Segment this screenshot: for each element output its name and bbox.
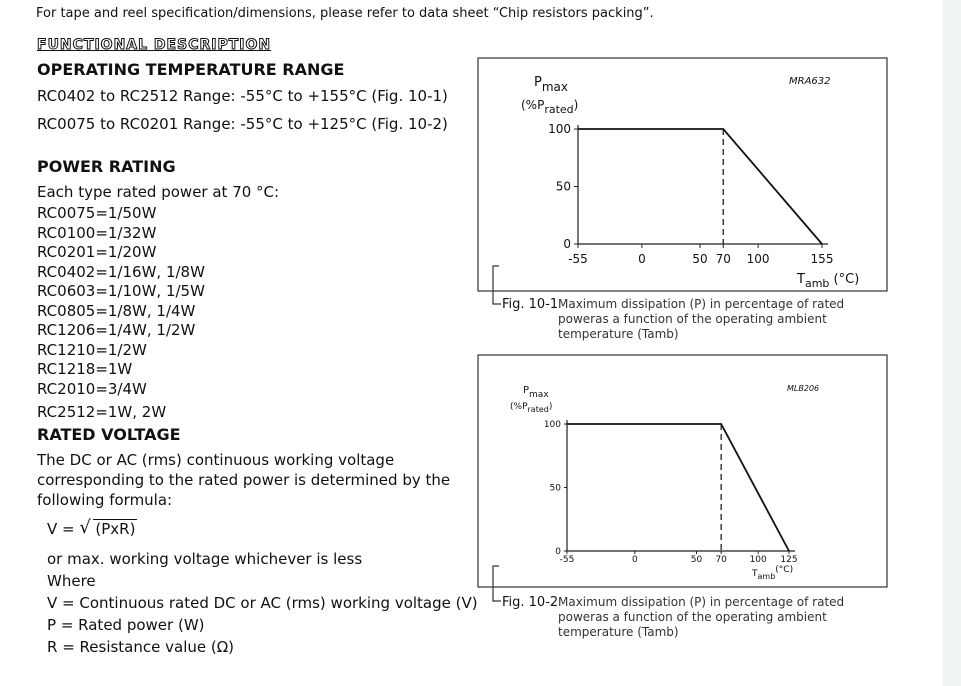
caption-line-1: Maximum dissipation (P) in percentage of rated <box>558 297 845 311</box>
figure-10-1 <box>477 57 889 347</box>
caption-bracket <box>493 566 501 601</box>
op-temp-line-2: RC0075 to RC0201 Range: -55°C to +125°C (Fig. 10-2) <box>37 115 448 133</box>
section-title: FUNCTIONAL DESCRIPTION <box>37 37 272 53</box>
list-item: RC0100=1/32W <box>37 223 157 242</box>
op-temp-heading: OPERATING TEMPERATURE RANGE <box>37 60 345 79</box>
y-tick-label: 50 <box>555 179 571 194</box>
list-item: RC0201=1/20W <box>37 243 157 261</box>
y-axis-unit: (%Prated) <box>521 98 579 116</box>
x-tick-label: 50 <box>690 555 703 565</box>
list-item: RC0603=1/10W, 1/5W <box>37 282 205 300</box>
caption-line-2: poweras a function of the operating ambient <box>558 312 827 326</box>
y-axis-label: Pmax <box>523 385 549 400</box>
x-tick-label: 125 <box>780 555 798 565</box>
y-tick-label: 100 <box>548 122 571 137</box>
figure-10-2 <box>477 354 889 646</box>
x-tick-label: 0 <box>631 555 638 565</box>
definition-v: V = Continuous rated DC or AC (rms) working voltage (V) <box>47 594 478 612</box>
derating-curve <box>578 129 822 244</box>
scrollbar[interactable] <box>943 0 961 686</box>
list-item: RC1218=1W <box>37 360 133 378</box>
voltage-definitions <box>47 548 478 658</box>
y-axis-unit: (%Prated) <box>510 402 553 414</box>
derating-curve <box>567 424 789 551</box>
figure-10-2-svg <box>477 354 889 646</box>
list-item: RC0402=1/16W, 1/8W <box>37 262 205 281</box>
power-rating-heading: POWER RATING <box>37 157 176 176</box>
list-item: RC0075=1/50W <box>37 204 157 222</box>
x-tick-label: -55 <box>559 555 575 565</box>
definition-p: P = Rated power (W) <box>47 616 205 634</box>
figure-code: MLB206 <box>787 384 820 393</box>
x-axis-label: $T_{amb}$ (°C) <box>797 272 860 290</box>
packing-note: For tape and reel specification/dimensions, please refer to data sheet “Chip resistors packing”. <box>36 6 654 21</box>
formula-lhs: V = <box>47 520 80 538</box>
y-axis-label: Pmax <box>534 75 568 94</box>
x-tick-label: 155 <box>810 252 834 266</box>
list-item: RC0805=1/8W, 1/4W <box>37 301 196 320</box>
caption-label: Fig. 10-1 <box>502 297 559 312</box>
max-voltage-note: or max. working voltage whichever is less <box>47 550 363 568</box>
caption-line-3: temperature (Tamb) <box>558 625 679 639</box>
op-temp-line-1: RC0402 to RC2512 Range: -55°C to +155°C (Fig. 10-1) <box>37 87 448 105</box>
x-tick-label: 100 <box>746 252 770 266</box>
caption-line-1: Maximum dissipation (P) in percentage of rated <box>558 595 845 609</box>
rated-voltage-para-1: The DC or AC (rms) continuous working voltage <box>37 451 395 469</box>
y-tick-label: 100 <box>543 420 561 431</box>
x-axis-label: Tamb(°C) <box>752 565 794 581</box>
figure-10-1-svg <box>477 57 889 347</box>
x-tick-label: 70 <box>715 555 727 565</box>
rated-voltage-heading: RATED VOLTAGE <box>37 425 181 444</box>
x-tick-label: 100 <box>749 555 767 565</box>
figure-code: MRA632 <box>789 76 831 87</box>
radical-icon: √ <box>79 517 91 538</box>
sqrt-expression <box>79 517 137 538</box>
caption-line-3: temperature (Tamb) <box>558 327 679 341</box>
list-item: RC1210=1/2W <box>37 340 147 359</box>
x-tick-label: 0 <box>638 252 646 266</box>
y-tick-label: 0 <box>555 547 561 558</box>
definition-r: R = Resistance value (Ω) <box>47 638 235 656</box>
power-rating-list <box>37 204 205 423</box>
voltage-formula <box>47 517 137 538</box>
plot-area-2 <box>544 420 798 565</box>
y-tick-label: 0 <box>563 237 571 252</box>
x-tick-label: -55 <box>568 252 588 266</box>
y-tick-label: 50 <box>549 483 561 494</box>
caption-label: Fig. 10-2 <box>502 595 559 610</box>
formula-argument: (PxR) <box>95 520 136 538</box>
where-label: Where <box>47 572 96 590</box>
list-item: RC2010=3/4W <box>37 379 147 398</box>
rated-voltage-para-2: corresponding to the rated power is determined by the <box>37 471 451 489</box>
list-item: RC1206=1/4W, 1/2W <box>37 321 196 339</box>
rated-voltage-para-3: following formula: <box>37 491 173 509</box>
power-rating-intro: Each type rated power at 70 °C: <box>37 183 280 201</box>
caption-bracket <box>493 266 501 304</box>
list-item: RC2512=1W, 2W <box>37 403 167 421</box>
x-tick-label: 50 <box>692 252 708 266</box>
x-tick-label: 70 <box>715 252 731 266</box>
plot-area-1 <box>548 122 833 266</box>
caption-line-2: poweras a function of the operating ambient <box>558 610 827 624</box>
